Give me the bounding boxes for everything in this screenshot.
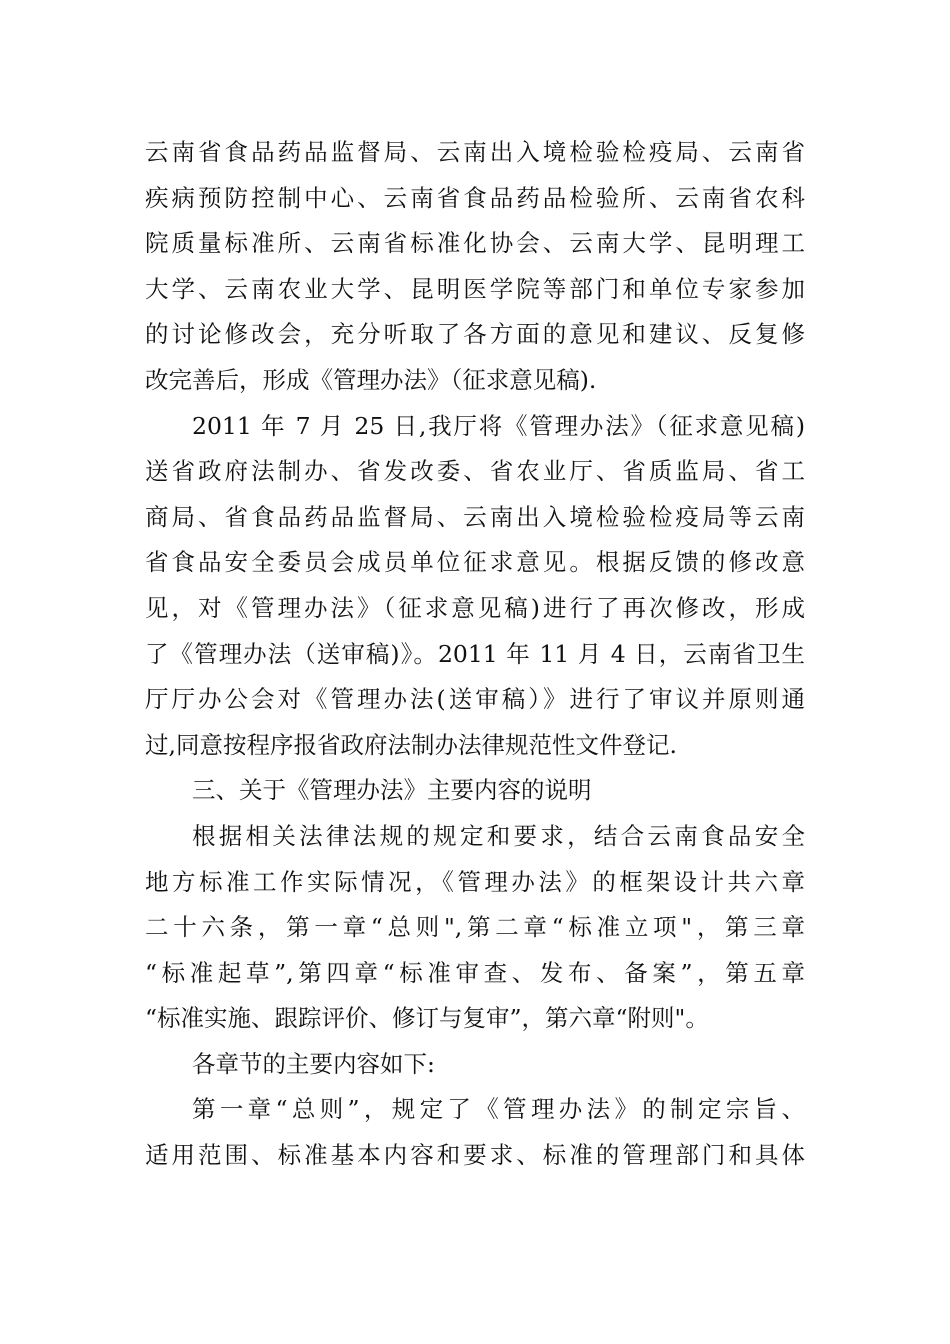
- section-heading-text: 三、关于《管理办法》主要内容的说明: [192, 776, 592, 805]
- text-line: 地方标准工作实际情况，《管理办法》的框架设计共六章: [145, 867, 805, 896]
- text-line: 省食品安全委员会成员单位征求意见。根据反馈的修改意: [145, 548, 805, 577]
- text-line: 云南省食品药品监督局、云南出入境检验检疫局、云南省: [145, 138, 805, 166]
- text-line: 厅厅办公会对《管理办法(送审稿）》进行了审议并原则通: [145, 685, 805, 714]
- document-page: [145, 130, 805, 1179]
- text-line: 根据相关法律法规的规定和要求，结合云南食品安全: [192, 821, 805, 850]
- paragraph: [145, 404, 805, 769]
- text-line: 了《管理办法（送审稿)》。2011 年 11 月 4 日，云南省卫生: [145, 639, 805, 668]
- text-line: 大学、云南农业大学、昆明医学院等部门和单位专家参加: [145, 274, 805, 303]
- text-line: 第一章“总则”，规定了《管理办法》的制定宗旨、: [192, 1095, 805, 1124]
- text-line: “标准起草”,第四章“标准审查、发布、备案”，第五章: [145, 958, 805, 987]
- text-line: 2011 年 7 月 25 日,我厅将《管理办法》（征求意见稿): [192, 411, 805, 440]
- text-line: 见，对《管理办法》（征求意见稿)进行了再次修改，形成: [145, 593, 805, 622]
- section-heading: [145, 768, 805, 814]
- paragraph: [145, 1042, 805, 1088]
- text-line: 改完善后，形成《管理办法》（征求意见稿).: [145, 365, 597, 394]
- text-line: 院质量标准所、云南省标准化协会、云南大学、昆明理工: [145, 229, 805, 258]
- text-line: 疾病预防控制中心、云南省食品药品检验所、云南省农科: [145, 183, 805, 212]
- text-line: 过,同意按程序报省政府法制办法律规范性文件登记.: [145, 730, 677, 759]
- paragraph: [145, 1087, 805, 1178]
- text-line: 的讨论修改会，充分听取了各方面的意见和建议、反复修: [145, 320, 805, 349]
- text-line: 商局、省食品药品监督局、云南出入境检验检疫局等云南: [145, 502, 805, 531]
- text-line: 各章节的主要内容如下:: [192, 1049, 435, 1078]
- text-line: 送省政府法制办、省发改委、省农业厅、省质监局、省工: [145, 457, 805, 486]
- text-line: 适用范围、标准基本内容和要求、标准的管理部门和具体: [145, 1141, 805, 1170]
- text-line: “标准实施、跟踪评价、修订与复审”，第六章“附则"。: [145, 1004, 709, 1033]
- paragraph: [145, 130, 805, 404]
- paragraph: [145, 814, 805, 1042]
- text-line: 二十六条，第一章“总则",第二章“标准立项"，第三章: [145, 913, 805, 942]
